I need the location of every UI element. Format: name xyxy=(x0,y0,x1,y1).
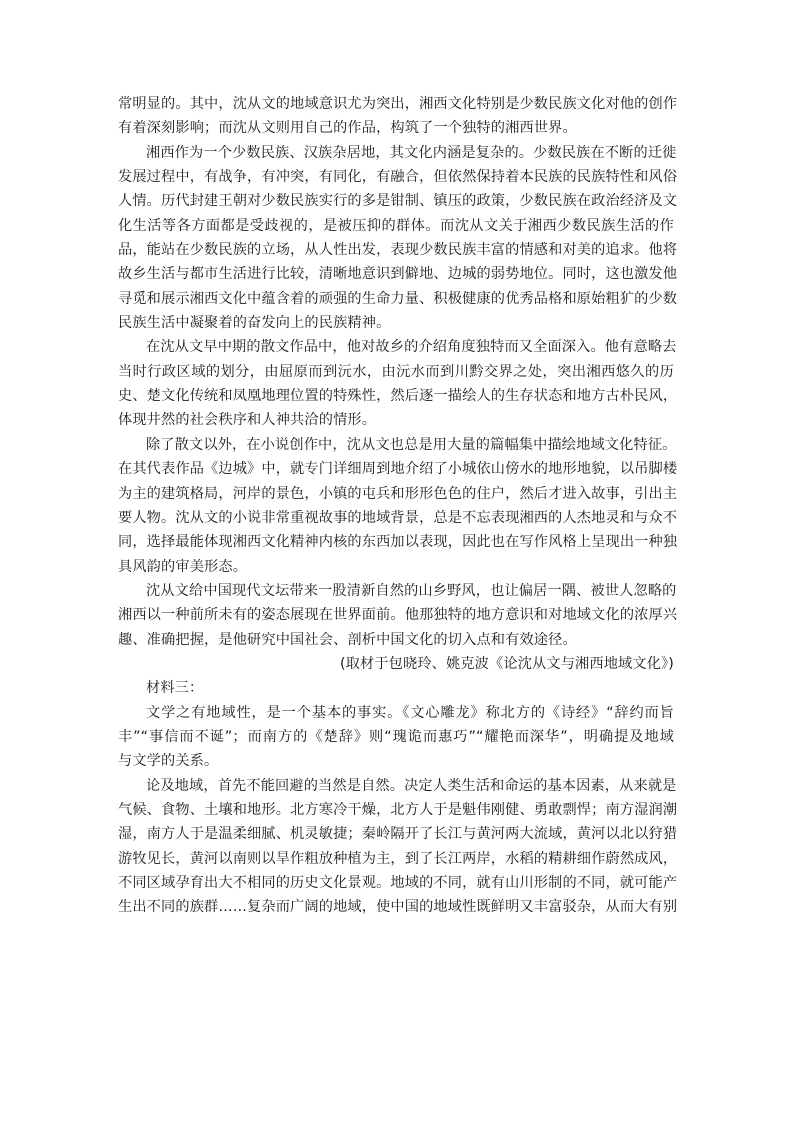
text-line: 品，能站在少数民族的立场，从人性出发，表现少数民族丰富的情感和对美的追求。他将 xyxy=(118,242,678,259)
text-line: 史、楚文化传统和凤凰地理位置的特殊性，然后逐一描绘人的生存状态和地方古朴民风， xyxy=(118,388,678,405)
text-line: 化生活等各方面都是受歧视的，是被压抑的群体。而沈从文关于湘西少数民族生活的作 xyxy=(118,217,674,234)
text-line: 在其代表作品《边城》中，就专门详细周到地介绍了小城依山傍水的地形地貌，以吊脚楼 xyxy=(118,461,678,478)
text-line: 在沈从文早中期的散文作品中，他对故乡的介绍角度独特而又全面深入。他有意略去 xyxy=(146,339,677,356)
text-line: 生出不同的族群……复杂而广阔的地域，使中国的地域性既鲜明又丰富驳杂，从而大有别 xyxy=(118,899,678,916)
text-line: 具风韵的审美形态。 xyxy=(118,558,248,575)
text-line: 论及地域，首先不能回避的当然是自然。决定人类生活和命运的基本因素，从来就是 xyxy=(146,777,677,794)
text-line: 民族生活中凝聚着的奋发向上的民族精神。 xyxy=(118,315,391,332)
text-line: 人情。历代封建王朝对少数民族实行的多是钳制、镇压的政策，少数民族在政治经济及文 xyxy=(118,193,678,210)
text-line: 当时行政区域的划分，由屈原而到沅水，由沅水而到川黔交界之处，突出湘西悠久的历 xyxy=(118,363,674,380)
text-line: 不同区域孕育出大不相同的历史文化景观。地域的不同，就有山川形制的不同，就可能产 xyxy=(118,875,678,891)
document-page xyxy=(118,92,678,920)
text-line: 湘西以一种前所未有的姿态展现在世界面前。他那独特的地方意识和对地域文化的浓厚兴 xyxy=(118,607,678,624)
text-line: 湿，南方人于是温柔细腻、机灵敏捷；秦岭隔开了长江与黄河两大流域，黄河以北以狩猎 xyxy=(118,826,678,843)
text-line: 沈从文给中国现代文坛带来一股清新自然的山乡野风，也让偏居一隅、被世人忽略的 xyxy=(146,582,677,599)
text-line: 趣、准确把握，是他研究中国社会、剖析中国文化的切入点和有效途径。 xyxy=(118,631,577,648)
text-line: 湘西作为一个少数民族、汉族杂居地，其文化内涵是复杂的。少数民族在不断的迁徙 xyxy=(146,144,677,161)
text-line: 为主的建筑格局，河岸的景色，小镇的屯兵和形形色色的住户，然后才进入故事，引出主 xyxy=(118,485,678,502)
text-line: 体现井然的社会秩序和人神共洽的情形。 xyxy=(118,412,377,429)
text-line: 游牧见长，黄河以南则以旱作粗放种植为主，到了长江两岸，水稻的精耕细作蔚然成风， xyxy=(118,850,678,867)
text-line: 文学之有地域性，是一个基本的事实。《文心雕龙》称北方的《诗经》“辞约而旨 xyxy=(146,704,674,721)
text-line: 要人物。沈从文的小说非常重视故事的地域背景，总是不忘表现湘西的人杰地灵和与众不 xyxy=(118,509,678,526)
text-line: 常明显的。其中，沈从文的地域意识尤为突出，湘西文化特别是少数民族文化对他的创作 xyxy=(118,96,678,112)
text-line: 气候、食物、土壤和地形。北方寒冷干燥，北方人于是魁伟刚健、勇敢剽悍；南方湿润潮 xyxy=(118,801,678,818)
text-line: 故乡生活与都市生活进行比较，清晰地意识到僻地、边城的弱势地位。同时，这也激发他 xyxy=(118,266,678,283)
text-line: 与文学的关系。 xyxy=(118,753,219,770)
section-heading: 材料三： xyxy=(146,680,204,697)
text-line: 除了散文以外，在小说创作中，沈从文也总是用大量的篇幅集中描绘地域文化特征。 xyxy=(146,436,677,453)
text-line: 寻觅和展示湘西文化中蕴含着的顽强的生命力量、积极健康的优秀品格和原始粗犷的少数 xyxy=(118,290,678,307)
text-line: 丰”“事信而不诞”；而南方的《楚辞》则“瑰诡而惠巧”“耀艳而深华”，明确提及地域 xyxy=(118,728,674,745)
text-line: 发展过程中，有战争，有冲突，有同化，有融合，但依然保持着本民族的民族特性和风俗 xyxy=(118,169,678,186)
text-line: 有着深刻影响；而沈从文则用自己的作品，构筑了一个独特的湘西世界。 xyxy=(118,120,577,137)
text-line: 同，选择最能体现湘西文化精神内核的东西加以表现，因此也在写作风格上呈现出一种独 xyxy=(118,534,678,551)
source-citation: (取材于包晓玲、姚克波《论沈从文与湘西地域文化》) xyxy=(339,655,674,672)
